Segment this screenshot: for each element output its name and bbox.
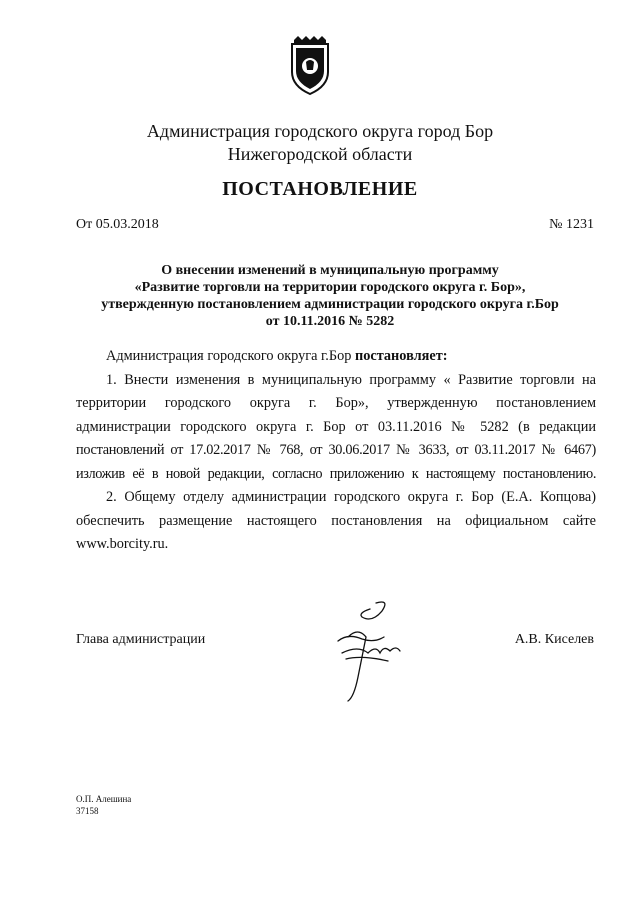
signatory-name: А.В. Киселев: [514, 632, 594, 647]
signatory-title: Глава администрации: [76, 632, 206, 647]
subject-line: утвержденную постановлением администрации городского округа г.Бор: [101, 297, 559, 312]
organization-region: Нижегородской области: [227, 144, 413, 164]
item2-line: обеспечить размещение настоящего постановления на официальном сайте: [76, 512, 596, 529]
document-number: № 1231: [549, 217, 594, 232]
subject-line: О внесении изменений в муниципальную программу: [161, 263, 499, 278]
document-type: ПОСТАНОВЛЕНИЕ: [222, 178, 418, 200]
item1-line: администрации городского округа г. Бор от 03.11.2016 № 5282 (в редакции: [76, 418, 596, 435]
organization-name: Администрация городского округа город Бор: [146, 121, 494, 141]
intro-verb: постановляет:: [354, 348, 448, 364]
item1-line: территории городского округа г. Бор», утвержденную постановлением: [76, 395, 596, 411]
item1-line: постановлений от 17.02.2017 № 768, от 30.06.2017 № 3633, от 03.11.2017 № 6467): [76, 442, 596, 458]
item2-line: www.borcity.ru.: [76, 536, 169, 552]
handwritten-signature: [318, 597, 408, 707]
body-intro: Администрация городского округа г.Бор постановляет:: [106, 348, 448, 364]
item1-line: 1. Внести изменения в муниципальную программу « Развитие торговли на: [106, 371, 596, 388]
executor-phone: 37158: [76, 806, 99, 816]
document-body: [76, 345, 596, 557]
subject-line: «Развитие торговли на территории городского округа г. Бор»,: [134, 280, 526, 295]
document-date: От 05.03.2018: [76, 217, 159, 232]
item1-line: изложив её в новой редакции, согласно приложению к настоящему постановлению.: [76, 465, 596, 482]
coat-of-arms-icon: [288, 36, 332, 96]
subject-line: от 10.11.2016 № 5282: [265, 314, 395, 329]
document-subject: [60, 262, 600, 330]
executor-name: О.П. Алешина: [76, 794, 132, 804]
item2-line: 2. Общему отделу администрации городского округа г. Бор (Е.А. Копцова): [106, 489, 596, 505]
